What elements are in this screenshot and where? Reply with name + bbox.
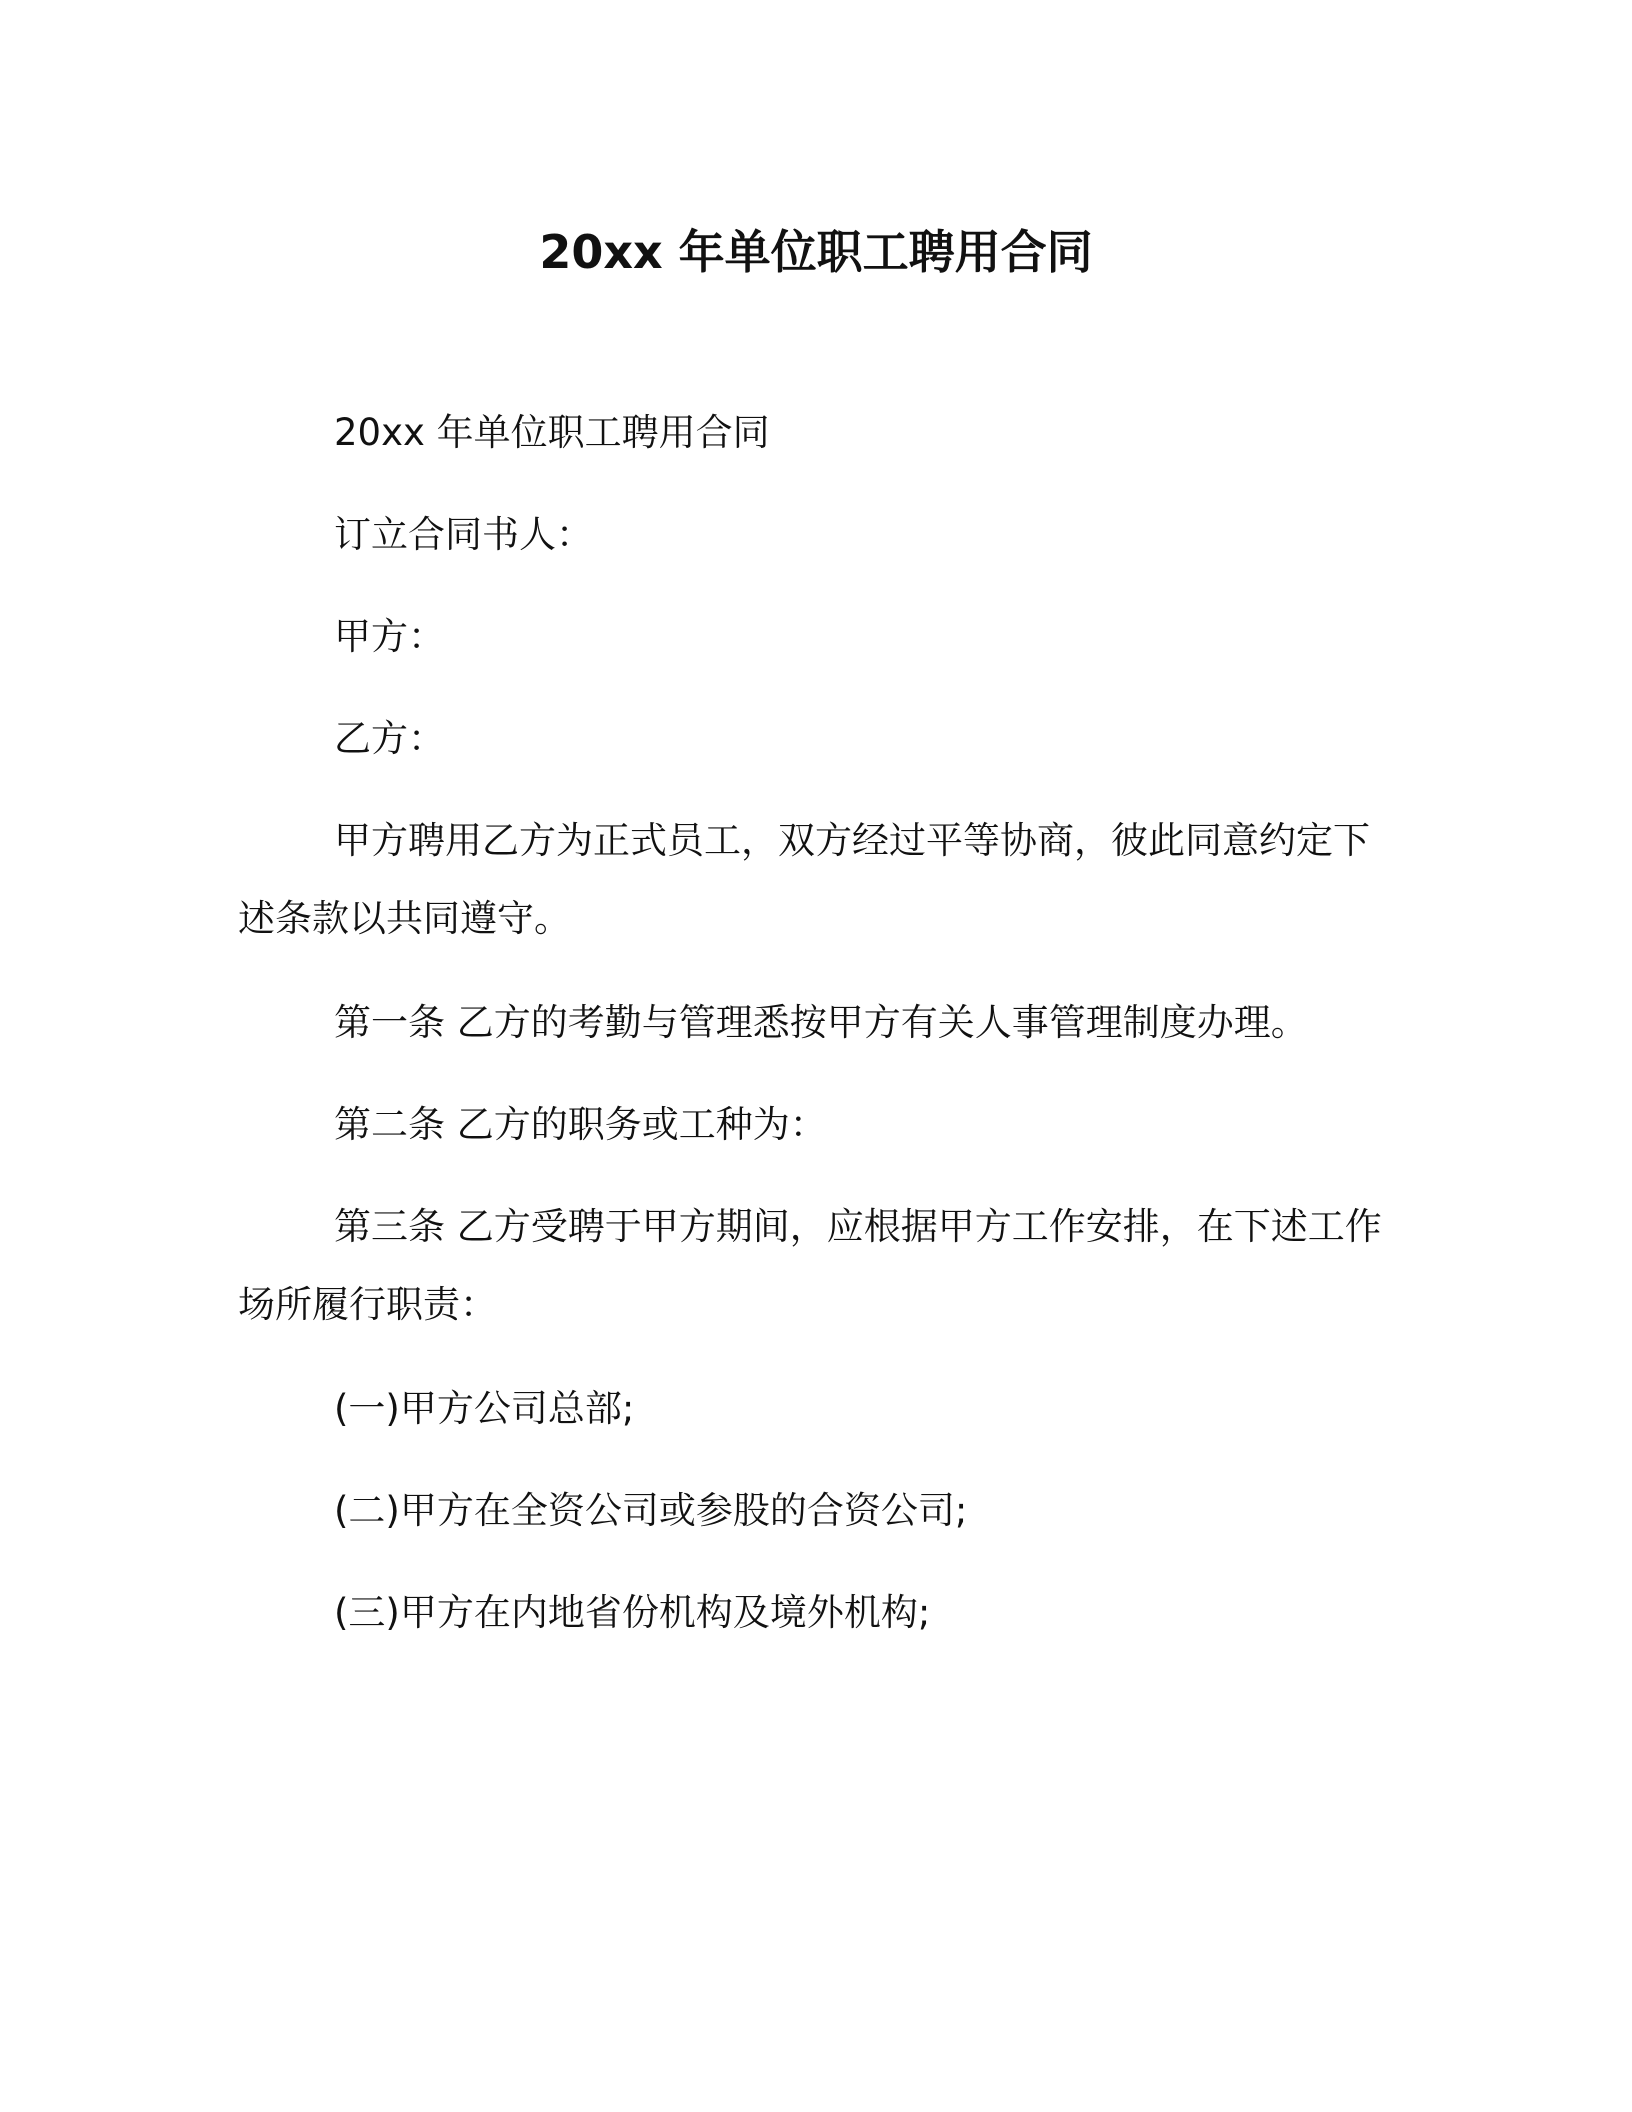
paragraph-item-1 xyxy=(238,1370,1408,1448)
paragraph-signatories xyxy=(238,496,1408,574)
paragraph-item-2 xyxy=(238,1472,1408,1550)
paragraph-line: 场所履行职责： xyxy=(238,1283,497,1326)
paragraph-subtitle xyxy=(238,394,1408,472)
paragraph-article-1 xyxy=(238,984,1408,1062)
paragraph-line: 20xx 年单位职工聘用合同 xyxy=(334,411,770,454)
paragraph-line: 第二条 乙方的职务或工种为： xyxy=(334,1103,827,1146)
paragraph-article-2 xyxy=(238,1086,1408,1164)
paragraph-line: 第一条 乙方的考勤与管理悉按甲方有关人事管理制度办理。 xyxy=(334,1001,1308,1044)
paragraph-article-3 xyxy=(238,1188,1408,1344)
paragraph-item-3 xyxy=(238,1574,1408,1652)
paragraph-line: (一)甲方公司总部; xyxy=(334,1387,635,1430)
paragraph-line: 述条款以共同遵守。 xyxy=(238,897,571,940)
paragraph-line: 订立合同书人： xyxy=(334,513,593,556)
document-title: 20xx 年单位职工聘用合同 xyxy=(539,225,1093,279)
paragraph-line: 甲方： xyxy=(334,615,445,658)
paragraph-party-a xyxy=(238,598,1408,676)
paragraph-intro xyxy=(238,802,1408,958)
paragraph-line: (三)甲方在内地省份机构及境外机构; xyxy=(334,1591,931,1634)
paragraph-line: 乙方： xyxy=(334,717,445,760)
paragraph-party-b xyxy=(238,700,1408,778)
paragraph-line: (二)甲方在全资公司或参股的合资公司; xyxy=(334,1489,968,1532)
paragraph-line: 甲方聘用乙方为正式员工，双方经过平等协商，彼此同意约定下 xyxy=(334,819,1370,862)
paragraph-line: 第三条 乙方受聘于甲方期间，应根据甲方工作安排，在下述工作 xyxy=(334,1205,1382,1248)
